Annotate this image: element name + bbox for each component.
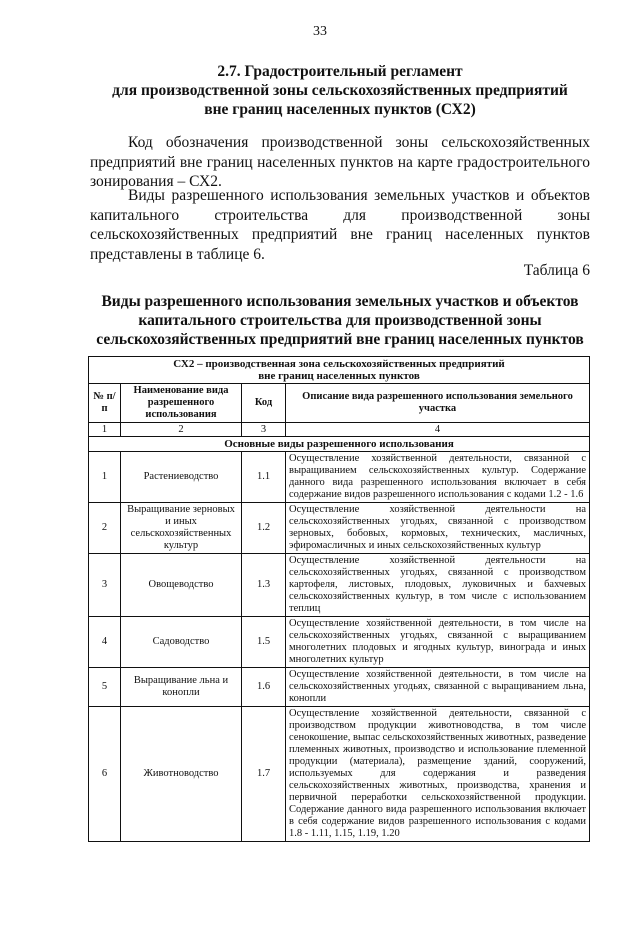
column-number: 3: [242, 423, 286, 437]
zone-header-line: СХ2 – производственная зона сельскохозяйственных предприятий: [173, 358, 505, 370]
row-code: 1.5: [242, 617, 286, 668]
table-row: [89, 668, 590, 707]
row-code: 1.2: [242, 503, 286, 554]
row-code: 1.3: [242, 554, 286, 617]
table-title-line: Виды разрешенного использования земельных участков и объектов: [101, 293, 579, 310]
section-heading-line: для производственной зоны сельскохозяйственных предприятий: [112, 82, 568, 99]
table-row: [89, 707, 590, 842]
column-header-number: № п/п: [89, 384, 121, 423]
row-name: Животноводство: [121, 707, 242, 842]
row-description: Осуществление хозяйственной деятельности, в том числе на сельскохозяйственных угодьях, связанной с выращиванием многолетних плодовых и ягодных культур, винограда и иных многолетних культур: [286, 617, 590, 668]
table-title-line: сельскохозяйственных предприятий вне границ населенных пунктов: [96, 331, 584, 348]
row-name: Растениеводство: [121, 452, 242, 503]
zone-header: [89, 357, 590, 384]
row-number: 3: [89, 554, 121, 617]
column-number: 2: [121, 423, 242, 437]
table-title-line: капитального строительства для производственной зоны: [138, 312, 542, 329]
table-number: Таблица 6: [523, 262, 590, 279]
column-header-name: Наименование вида разрешенного использования: [121, 384, 242, 423]
row-name: Выращивание зерновых и иных сельскохозяйственных культур: [121, 503, 242, 554]
row-number: 1: [89, 452, 121, 503]
section-heading-line: 2.7. Градостроительный регламент: [217, 63, 463, 80]
section-title: Основные виды разрешенного использования: [89, 437, 590, 452]
row-name: Выращивание льна и конопли: [121, 668, 242, 707]
land-use-table: [88, 356, 590, 842]
row-name: Овощеводство: [121, 554, 242, 617]
table-row: [89, 503, 590, 554]
table-row: [89, 617, 590, 668]
body-paragraph: Код обозначения производственной зоны сельскохозяйственных предприятий вне границ населенных пунктов на карте градостроительного зонирования – СХ2.: [90, 134, 590, 190]
table-row: [89, 452, 590, 503]
row-description: Осуществление хозяйственной деятельности на сельскохозяйственных угодьях, связанной с производством картофеля, листовых, плодовых, луковичных и бахчевых сельскохозяйственных культур, в том числе с использованием теплиц: [286, 554, 590, 617]
table-title: [80, 292, 600, 349]
row-code: 1.6: [242, 668, 286, 707]
row-description: Осуществление хозяйственной деятельности, связанной с производством продукции животноводства, в том числе сенокошение, выпас сельскохозяйственных животных, разведение племенных животных, производство и использование племенной продукции (материала), размещение зданий, сооружений, используемых для содержания и разведения сельскохозяйственных животных, производства, хранения и первичной переработки сельскохозяйственной продукции. Содержание данного вида разрешенного использования включает в себя содержание видов разрешенного использования с кодами 1.8 - 1.11, 1.15, 1.19, 1.20: [286, 707, 590, 842]
column-number: 1: [89, 423, 121, 437]
row-name: Садоводство: [121, 617, 242, 668]
row-code: 1.1: [242, 452, 286, 503]
row-number: 5: [89, 668, 121, 707]
column-header-code: Код: [242, 384, 286, 423]
section-heading-line: вне границ населенных пунктов (СХ2): [204, 101, 476, 118]
row-number: 6: [89, 707, 121, 842]
section-heading: [90, 62, 590, 119]
column-header-description: Описание вида разрешенного использования земельного участка: [286, 384, 590, 423]
body-paragraph: Виды разрешенного использования земельных участков и объектов капитального строительства для производственной зоны сельскохозяйственных предприятий вне границ населенных пунктов представлены в таблице 6.: [90, 187, 590, 263]
row-number: 4: [89, 617, 121, 668]
zone-header-line: вне границ населенных пунктов: [258, 370, 420, 382]
row-number: 2: [89, 503, 121, 554]
page-number: 33: [313, 24, 327, 39]
row-description: Осуществление хозяйственной деятельности на сельскохозяйственных угодьях, связанной с производством зерновых, бобовых, кормовых, технических, масличных, эфиромасличных и иных сельскохозяйственных культур: [286, 503, 590, 554]
table-row: [89, 554, 590, 617]
row-description: Осуществление хозяйственной деятельности, связанной с выращиванием сельскохозяйственных культур. Содержание данного вида разрешенного использования включает в себя содержание видов разрешенного использования с кодами 1.2 - 1.6: [286, 452, 590, 503]
column-number: 4: [286, 423, 590, 437]
row-code: 1.7: [242, 707, 286, 842]
row-description: Осуществление хозяйственной деятельности, в том числе на сельскохозяйственных угодьях, связанной с выращиванием льна, конопли: [286, 668, 590, 707]
